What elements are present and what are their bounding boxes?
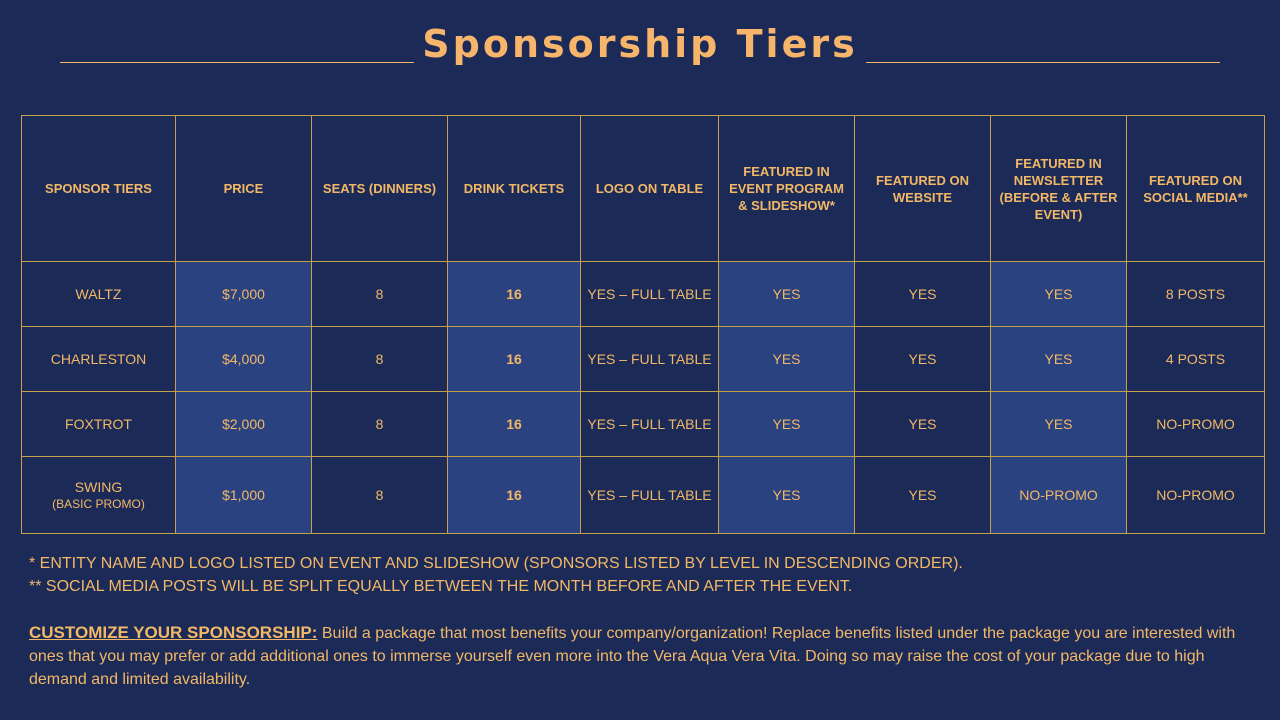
tier-subtitle: (BASIC PROMO) xyxy=(52,497,145,511)
customize-heading: CUSTOMIZE YOUR SPONSORSHIP xyxy=(29,623,312,642)
cell-seats: 8 xyxy=(312,262,448,327)
sponsorship-table xyxy=(21,115,1265,534)
customize-colon: : xyxy=(311,623,318,642)
cell-newsletter: NO-PROMO xyxy=(991,457,1127,534)
cell-program: YES xyxy=(719,457,855,534)
cell-program: YES xyxy=(719,262,855,327)
cell-social: 8 POSTS xyxy=(1127,262,1265,327)
customize-body: Build a package that most benefits your company/organization! Replace benefits listed under the package you are interested with ones that you may prefer or add additional ones to immerse yourself even more into the Vera Aqua Vera Vita. Doing so may raise the cost of your package due to high demand and limited availability. xyxy=(29,625,1236,688)
table-row xyxy=(22,457,1265,534)
table-row xyxy=(22,262,1265,327)
cell-drinks: 16 xyxy=(448,262,581,327)
header-seats: SEATS (DINNERS) xyxy=(312,116,448,262)
cell-newsletter: YES xyxy=(991,262,1127,327)
cell-program: YES xyxy=(719,327,855,392)
tier-name: FOXTROT xyxy=(65,416,132,432)
tier-name: WALTZ xyxy=(75,286,122,302)
cell-price: $7,000 xyxy=(176,262,312,327)
header-event-program: FEATURED IN EVENT PROGRAM & SLIDESHOW* xyxy=(719,116,855,262)
cell-website: YES xyxy=(855,262,991,327)
header-sponsor-tiers: SPONSOR TIERS xyxy=(22,116,176,262)
cell-price: $1,000 xyxy=(176,457,312,534)
table-row xyxy=(22,392,1265,457)
cell-logo: YES – FULL TABLE xyxy=(581,262,719,327)
header-logo-on-table: LOGO ON TABLE xyxy=(581,116,719,262)
cell-social: NO-PROMO xyxy=(1127,457,1265,534)
cell-price: $2,000 xyxy=(176,392,312,457)
cell-tier xyxy=(22,262,176,327)
cell-tier xyxy=(22,457,176,534)
table-header-row xyxy=(22,116,1265,262)
cell-social: 4 POSTS xyxy=(1127,327,1265,392)
footnote-social: ** SOCIAL MEDIA POSTS WILL BE SPLIT EQUALLY BETWEEN THE MONTH BEFORE AND AFTER THE EVENT. xyxy=(29,578,853,595)
cell-newsletter: YES xyxy=(991,327,1127,392)
cell-newsletter: YES xyxy=(991,392,1127,457)
customize-paragraph xyxy=(29,621,1259,691)
tier-name: CHARLESTON xyxy=(50,351,147,367)
cell-logo: YES – FULL TABLE xyxy=(581,327,719,392)
cell-website: YES xyxy=(855,327,991,392)
cell-tier xyxy=(22,392,176,457)
cell-social: NO-PROMO xyxy=(1127,392,1265,457)
cell-logo: YES – FULL TABLE xyxy=(581,457,719,534)
header-price: PRICE xyxy=(176,116,312,262)
header-newsletter: FEATURED IN NEWSLETTER (BEFORE & AFTER EVENT) xyxy=(991,116,1127,262)
title-bar xyxy=(60,22,1220,66)
title-rule-right xyxy=(866,62,1220,63)
footnote-program: * ENTITY NAME AND LOGO LISTED ON EVENT AND SLIDESHOW (SPONSORS LISTED BY LEVEL IN DESCENDING ORDER). xyxy=(29,555,963,572)
tier-name: SWING xyxy=(74,479,123,495)
footnotes xyxy=(29,552,1259,598)
cell-tier xyxy=(22,327,176,392)
cell-seats: 8 xyxy=(312,457,448,534)
header-website: FEATURED ON WEBSITE xyxy=(855,116,991,262)
header-drink-tickets: DRINK TICKETS xyxy=(448,116,581,262)
cell-drinks: 16 xyxy=(448,327,581,392)
cell-drinks: 16 xyxy=(448,457,581,534)
cell-website: YES xyxy=(855,392,991,457)
cell-seats: 8 xyxy=(312,327,448,392)
header-social-media: FEATURED ON SOCIAL MEDIA** xyxy=(1127,116,1265,262)
cell-drinks: 16 xyxy=(448,392,581,457)
cell-seats: 8 xyxy=(312,392,448,457)
page-title: Sponsorship Tiers xyxy=(422,22,858,66)
cell-price: $4,000 xyxy=(176,327,312,392)
title-rule-left xyxy=(60,62,414,63)
cell-program: YES xyxy=(719,392,855,457)
table-row xyxy=(22,327,1265,392)
cell-website: YES xyxy=(855,457,991,534)
cell-logo: YES – FULL TABLE xyxy=(581,392,719,457)
